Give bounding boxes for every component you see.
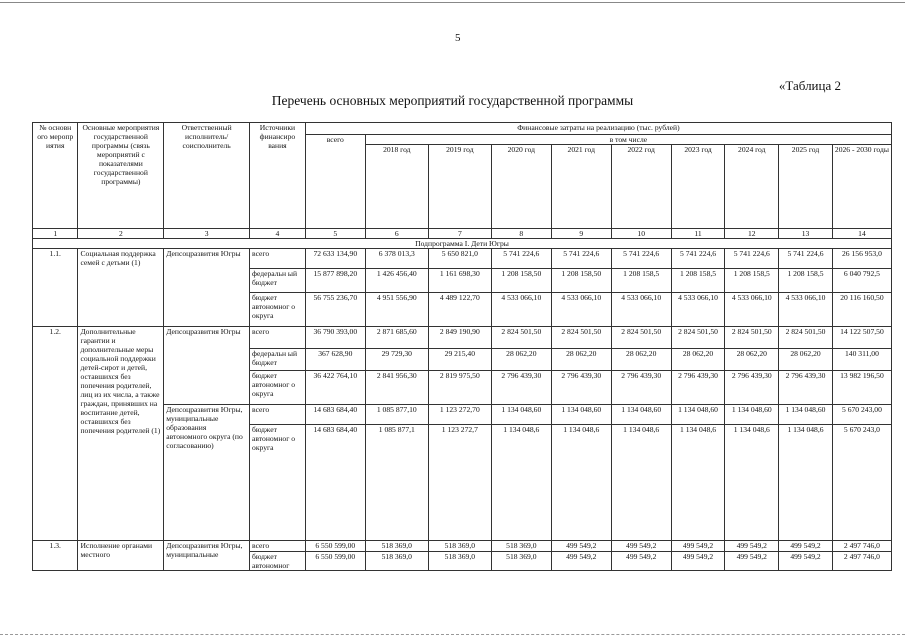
col-number: 14 [832, 229, 891, 239]
amount-total: 15 877 898,20 [305, 269, 365, 293]
amount-cell: 2 796 439,30 [551, 371, 611, 405]
col-number: 2 [78, 229, 164, 239]
amount-cell: 28 062,20 [611, 349, 671, 371]
amount-cell: 5 741 224,6 [671, 249, 725, 269]
amount-cell: 518 369,0 [428, 541, 491, 552]
col-number: 8 [491, 229, 551, 239]
amount-cell: 5 650 821,0 [428, 249, 491, 269]
amount-cell: 2 796 439,30 [491, 371, 551, 405]
amount-cell: 1 134 048,6 [551, 425, 611, 541]
amount-cell: 28 062,20 [551, 349, 611, 371]
scan-edge-top [0, 2, 905, 3]
funding-source: бюджет автономног о округа [250, 293, 306, 327]
amount-cell: 518 369,0 [428, 552, 491, 571]
amount-cell: 6 378 013,3 [365, 249, 428, 269]
funding-source: федеральн ый бюджет [250, 269, 306, 293]
amount-cell: 5 670 243,0 [832, 425, 891, 541]
col-number: 3 [164, 229, 250, 239]
amount-cell: 6 040 792,5 [832, 269, 891, 293]
amount-cell: 5 670 243,00 [832, 405, 891, 425]
amount-cell: 13 982 196,50 [832, 371, 891, 405]
header-finance: Финансовые затраты на реализацию (тыс. рублей) [305, 123, 891, 135]
header-year: 2025 год [779, 145, 833, 229]
amount-cell: 1 208 158,50 [551, 269, 611, 293]
header-executor: Ответственный исполнитель/соисполнитель [164, 123, 250, 229]
table-row [33, 327, 892, 349]
amount-cell: 5 741 224,6 [491, 249, 551, 269]
amount-cell: 28 062,20 [779, 349, 833, 371]
amount-cell: 2 871 685,60 [365, 327, 428, 349]
amount-cell: 5 741 224,6 [779, 249, 833, 269]
header-event: Основные мероприятия государственной программы (связь мероприятий с показателями государственной программы) [78, 123, 164, 229]
amount-cell: 499 549,2 [611, 541, 671, 552]
funding-source: бюджет автономног [250, 552, 306, 571]
header-total: всего [305, 135, 365, 229]
amount-total: 14 683 684,40 [305, 405, 365, 425]
amount-cell: 499 549,2 [779, 541, 833, 552]
amount-cell: 518 369,0 [491, 552, 551, 571]
amount-cell: 499 549,2 [551, 552, 611, 571]
header-year: 2023 год [671, 145, 725, 229]
funding-source: всего [250, 249, 306, 269]
col-number: 1 [33, 229, 78, 239]
column-numbers-row [33, 229, 892, 239]
amount-cell: 2 796 439,30 [671, 371, 725, 405]
amount-cell: 4 533 066,10 [551, 293, 611, 327]
amount-cell: 1 161 698,30 [428, 269, 491, 293]
amount-total: 36 422 764,10 [305, 371, 365, 405]
amount-cell: 1 134 048,6 [725, 425, 779, 541]
amount-cell: 2 497 746,0 [832, 552, 891, 571]
col-number: 6 [365, 229, 428, 239]
header-year: 2020 год [491, 145, 551, 229]
amount-cell: 4 533 066,10 [611, 293, 671, 327]
amount-cell: 26 156 953,0 [832, 249, 891, 269]
amount-cell: 5 741 224,6 [725, 249, 779, 269]
amount-cell: 2 824 501,50 [491, 327, 551, 349]
funding-source: бюджет автономног о округа [250, 425, 306, 541]
events-table [32, 122, 892, 571]
amount-cell: 29 729,30 [365, 349, 428, 371]
amount-cell: 1 134 048,6 [611, 425, 671, 541]
amount-cell: 518 369,0 [491, 541, 551, 552]
col-number: 10 [611, 229, 671, 239]
funding-source: всего [250, 327, 306, 349]
amount-cell: 2 824 501,50 [551, 327, 611, 349]
header-year: 2024 год [725, 145, 779, 229]
amount-cell: 1 134 048,6 [491, 425, 551, 541]
amount-cell: 499 549,2 [725, 552, 779, 571]
amount-cell: 5 741 224,6 [551, 249, 611, 269]
header-num: № основн ого меропр иятия [33, 123, 78, 229]
amount-cell: 4 489 122,70 [428, 293, 491, 327]
amount-cell: 1 085 877,10 [365, 405, 428, 425]
amount-cell: 1 134 048,60 [779, 405, 833, 425]
amount-cell: 1 134 048,6 [779, 425, 833, 541]
amount-total: 367 628,90 [305, 349, 365, 371]
amount-cell: 2 819 975,50 [428, 371, 491, 405]
amount-total: 72 633 134,90 [305, 249, 365, 269]
header-year: 2026 - 2030 годы [832, 145, 891, 229]
amount-cell: 2 796 439,30 [725, 371, 779, 405]
amount-total: 6 550 599,00 [305, 541, 365, 552]
amount-cell: 1 134 048,60 [611, 405, 671, 425]
amount-cell: 1 123 272,70 [428, 405, 491, 425]
amount-cell: 1 085 877,1 [365, 425, 428, 541]
amount-cell: 28 062,20 [491, 349, 551, 371]
event-number: 1.3. [33, 541, 78, 571]
amount-cell: 2 824 501,50 [725, 327, 779, 349]
col-number: 4 [250, 229, 306, 239]
amount-cell: 4 951 556,90 [365, 293, 428, 327]
amount-cell: 1 134 048,60 [671, 405, 725, 425]
amount-cell: 4 533 066,10 [671, 293, 725, 327]
header-source: Источники финансиро вания [250, 123, 306, 229]
page-number: 5 [455, 32, 461, 44]
amount-cell: 2 824 501,50 [779, 327, 833, 349]
amount-cell: 2 824 501,50 [671, 327, 725, 349]
amount-cell: 4 533 066,10 [491, 293, 551, 327]
funding-source: федеральн ый бюджет [250, 349, 306, 371]
amount-cell: 2 841 956,30 [365, 371, 428, 405]
scan-edge-bottom [0, 634, 905, 635]
amount-cell: 499 549,2 [671, 541, 725, 552]
amount-cell: 1 134 048,60 [551, 405, 611, 425]
amount-cell: 499 549,2 [779, 552, 833, 571]
event-executor: Депсоцразвития Югры [164, 327, 250, 405]
amount-cell: 518 369,0 [365, 541, 428, 552]
event-name: Социальная поддержка семей с детьми (1) [78, 249, 164, 327]
header-including: в том числе [365, 135, 891, 145]
col-number: 12 [725, 229, 779, 239]
amount-cell: 1 208 158,5 [725, 269, 779, 293]
amount-cell: 2 796 439,30 [779, 371, 833, 405]
table-row [33, 541, 892, 552]
amount-total: 36 790 393,00 [305, 327, 365, 349]
amount-cell: 28 062,20 [671, 349, 725, 371]
col-number: 9 [551, 229, 611, 239]
amount-total: 14 683 684,40 [305, 425, 365, 541]
amount-cell: 140 311,00 [832, 349, 891, 371]
amount-cell: 2 849 190,90 [428, 327, 491, 349]
amount-cell: 20 116 160,50 [832, 293, 891, 327]
amount-cell: 1 123 272,7 [428, 425, 491, 541]
amount-cell: 2 497 746,0 [832, 541, 891, 552]
col-number: 7 [428, 229, 491, 239]
amount-cell: 1 134 048,6 [671, 425, 725, 541]
event-executor: Депсоцразвития Югры [164, 249, 250, 327]
header-year: 2021 год [551, 145, 611, 229]
event-number: 1.2. [33, 327, 78, 541]
amount-cell: 2 796 439,30 [611, 371, 671, 405]
header-year: 2018 год [365, 145, 428, 229]
amount-cell: 14 122 507,50 [832, 327, 891, 349]
amount-cell: 1 134 048,60 [725, 405, 779, 425]
amount-total: 6 550 599,00 [305, 552, 365, 571]
amount-cell: 518 369,0 [365, 552, 428, 571]
header-year: 2022 год [611, 145, 671, 229]
event-executor: Депсоцразвития Югры, муниципальные образования автономного округа (по согласованию) [164, 405, 250, 541]
amount-cell: 1 426 456,40 [365, 269, 428, 293]
subprogram-title: Подпрограмма I. Дети Югры [33, 239, 892, 249]
amount-cell: 1 208 158,50 [491, 269, 551, 293]
amount-cell: 499 549,2 [725, 541, 779, 552]
amount-cell: 5 741 224,6 [611, 249, 671, 269]
amount-cell: 28 062,20 [725, 349, 779, 371]
amount-cell: 499 549,2 [611, 552, 671, 571]
amount-cell: 2 824 501,50 [611, 327, 671, 349]
event-name: Исполнение органами местного [78, 541, 164, 571]
amount-cell: 1 134 048,60 [491, 405, 551, 425]
amount-cell: 1 208 158,5 [671, 269, 725, 293]
col-number: 13 [779, 229, 833, 239]
table-row [33, 249, 892, 269]
funding-source: бюджет автономног о округа [250, 371, 306, 405]
table-label: «Таблица 2 [778, 78, 841, 93]
event-executor: Депсоцразвития Югры, муниципальные [164, 541, 250, 571]
amount-cell: 499 549,2 [551, 541, 611, 552]
col-number: 11 [671, 229, 725, 239]
amount-cell: 4 533 066,10 [779, 293, 833, 327]
amount-cell: 4 533 066,10 [725, 293, 779, 327]
amount-cell: 1 208 158,5 [611, 269, 671, 293]
document-title: Перечень основных мероприятий государственной программы [271, 93, 634, 108]
amount-cell: 499 549,2 [671, 552, 725, 571]
event-number: 1.1. [33, 249, 78, 327]
amount-cell: 1 208 158,5 [779, 269, 833, 293]
event-name: Дополнительные гарантии и дополнительные меры социальной поддержки детей-сирот и детей, оставшихся без попечения родителей, лиц из их числа, а также граждан, принявших на воспитание детей, оставшихся без попечения родителей (1) [78, 327, 164, 541]
funding-source: всего [250, 541, 306, 552]
amount-cell: 29 215,40 [428, 349, 491, 371]
col-number: 5 [305, 229, 365, 239]
funding-source: всего [250, 405, 306, 425]
header-year: 2019 год [428, 145, 491, 229]
amount-total: 56 755 236,70 [305, 293, 365, 327]
